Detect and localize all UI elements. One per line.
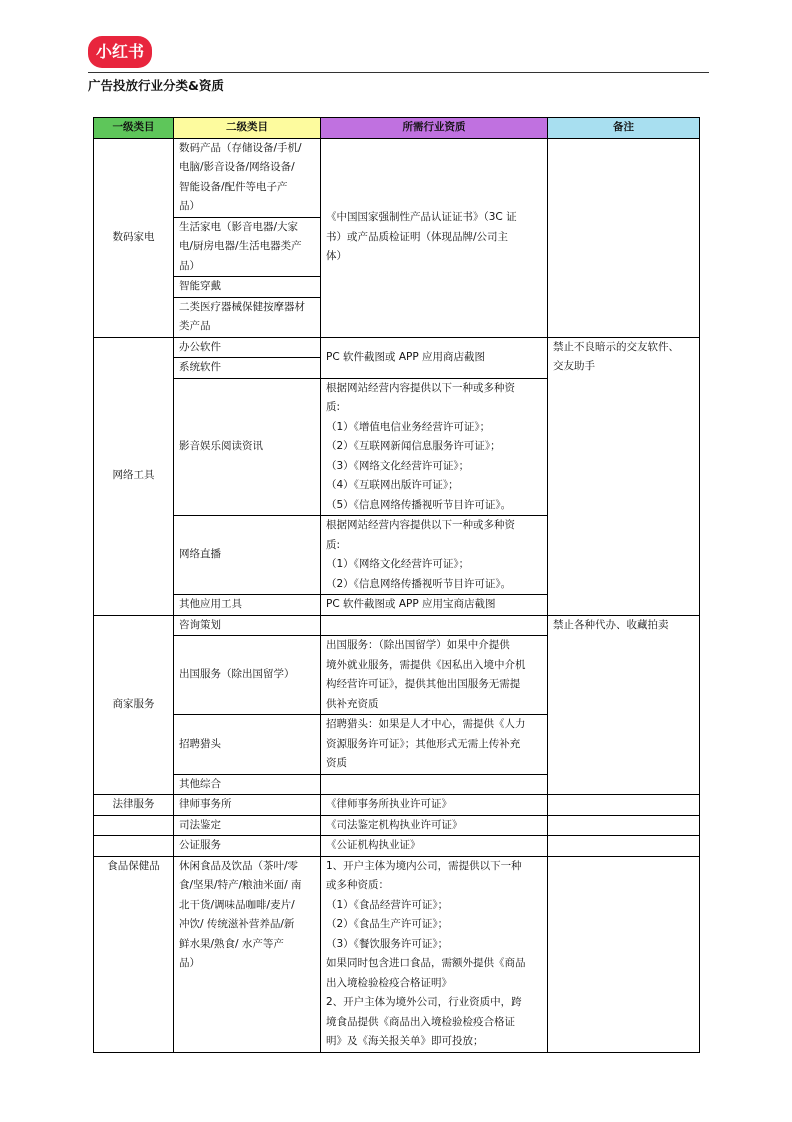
sub-wearables: 智能穿戴 — [174, 277, 321, 298]
cat1-empty — [94, 815, 174, 836]
sub-overseas-services: 出国服务（除出国留学） — [174, 636, 321, 715]
qual-other-general — [321, 774, 548, 795]
qual-overseas-services: 出国服务：（除出国留学）如果中介提供 境外就业服务，需提供《因私出入境中介机 构经营许可证》，提供其他出国服务无需提 供补充资质 — [321, 636, 548, 715]
cat1-network-tools: 网络工具 — [94, 337, 174, 615]
note-merchant: 禁止各种代办、收藏拍卖 — [548, 615, 700, 795]
sub-office-software: 办公软件 — [174, 337, 321, 358]
industry-qualification-table — [93, 117, 700, 1053]
qual-food: 1、开户主体为境内公司，需提供以下一种 或多种资质： （1）《食品经营许可证》； （2）《食品生产许可证》； （3）《餐饮服务许可证》； 如果同时包含进口食品，需额外提供《商品 出入境检验检疫合格证明》 2、开户主体为境外公司，行业资质中，跨 境食品提供《商品出入境检验检疫合格证 明》及《海关报关单》即可投放； — [321, 856, 548, 1052]
table-row — [94, 138, 700, 217]
header-qualification: 所需行业资质 — [321, 118, 548, 139]
qual-recruitment: 招聘猎头：如果是人才中心，需提供《人力 资源服务许可证》；其他形式无需上传补充 资质 — [321, 715, 548, 775]
table-row — [94, 337, 700, 358]
cat1-food-health: 食品保健品 — [94, 856, 174, 1052]
qual-digital: 《中国国家强制性产品认证证书》（3C 证 书）或产品质检证明（体现品牌/公司主 体） — [321, 138, 548, 337]
qual-notary: 《公证机构执业证》 — [321, 836, 548, 857]
note-food — [548, 856, 700, 1052]
table-row — [94, 615, 700, 636]
xiaohongshu-logo: 小红书 — [88, 36, 152, 68]
table-row — [94, 795, 700, 816]
qual-other-apps: PC 软件截图或 APP 应用宝商店截图 — [321, 595, 548, 616]
sub-other-general: 其他综合 — [174, 774, 321, 795]
header-rule — [88, 72, 709, 73]
sub-digital-products: 数码产品（存储设备/手机/ 电脑/影音设备/网络设备/ 智能设备/配件等电子产 品） — [174, 138, 321, 217]
sub-other-apps: 其他应用工具 — [174, 595, 321, 616]
sub-entertainment-news: 影音娱乐阅读资讯 — [174, 378, 321, 516]
sub-judicial-appraisal: 司法鉴定 — [174, 815, 321, 836]
note-notary — [548, 836, 700, 857]
header-cat2: 二级类目 — [174, 118, 321, 139]
header-note: 备注 — [548, 118, 700, 139]
table-row — [94, 856, 700, 1052]
sub-consulting: 咨询策划 — [174, 615, 321, 636]
note-law-firm — [548, 795, 700, 816]
qual-office-system-software: PC 软件截图或 APP 应用商店截图 — [321, 337, 548, 378]
sub-live-streaming: 网络直播 — [174, 516, 321, 595]
qual-entertainment-news: 根据网站经营内容提供以下一种或多种资 质: （1）《增值电信业务经营许可证》； （2）《互联网新闻信息服务许可证》； （3）《网络文化经营许可证》； （4）《互联网出版许可证》； （5）《信息网络传播视听节目许可证》。 — [321, 378, 548, 516]
qual-live-streaming: 根据网站经营内容提供以下一种或多种资 质: （1）《网络文化经营许可证》； （2）《信息网络传播视听节目许可证》。 — [321, 516, 548, 595]
note-network-tools: 禁止不良暗示的交友软件、 交友助手 — [548, 337, 700, 615]
cat1-legal-services: 法律服务 — [94, 795, 174, 816]
table-row — [94, 815, 700, 836]
sub-law-firm: 律师事务所 — [174, 795, 321, 816]
header-cat1: 一级类目 — [94, 118, 174, 139]
sub-notary: 公证服务 — [174, 836, 321, 857]
cat1-merchant-services: 商家服务 — [94, 615, 174, 795]
note-judicial-appraisal — [548, 815, 700, 836]
qual-judicial-appraisal: 《司法鉴定机构执业许可证》 — [321, 815, 548, 836]
table-header-row — [94, 118, 700, 139]
note-digital — [548, 138, 700, 337]
sub-snacks-beverages: 休闲食品及饮品（茶叶/零 食/坚果/特产/粮油米面/ 南 北干货/调味品咖啡/麦片/ 冲饮/ 传统滋补营养品/新 鲜水果/熟食/ 水产等产 品） — [174, 856, 321, 1052]
qual-law-firm: 《律师事务所执业许可证》 — [321, 795, 548, 816]
cat1-digital: 数码家电 — [94, 138, 174, 337]
cat1-empty — [94, 836, 174, 857]
sub-recruitment: 招聘猎头 — [174, 715, 321, 775]
page-title: 广告投放行业分类&资质 — [88, 78, 224, 93]
sub-home-appliances: 生活家电（影音电器/大家 电/厨房电器/生活电器类产 品） — [174, 217, 321, 277]
sub-medical-devices: 二类医疗器械保健按摩器材 类产品 — [174, 297, 321, 337]
sub-system-software: 系统软件 — [174, 358, 321, 379]
table-row — [94, 836, 700, 857]
qual-consulting — [321, 615, 548, 636]
